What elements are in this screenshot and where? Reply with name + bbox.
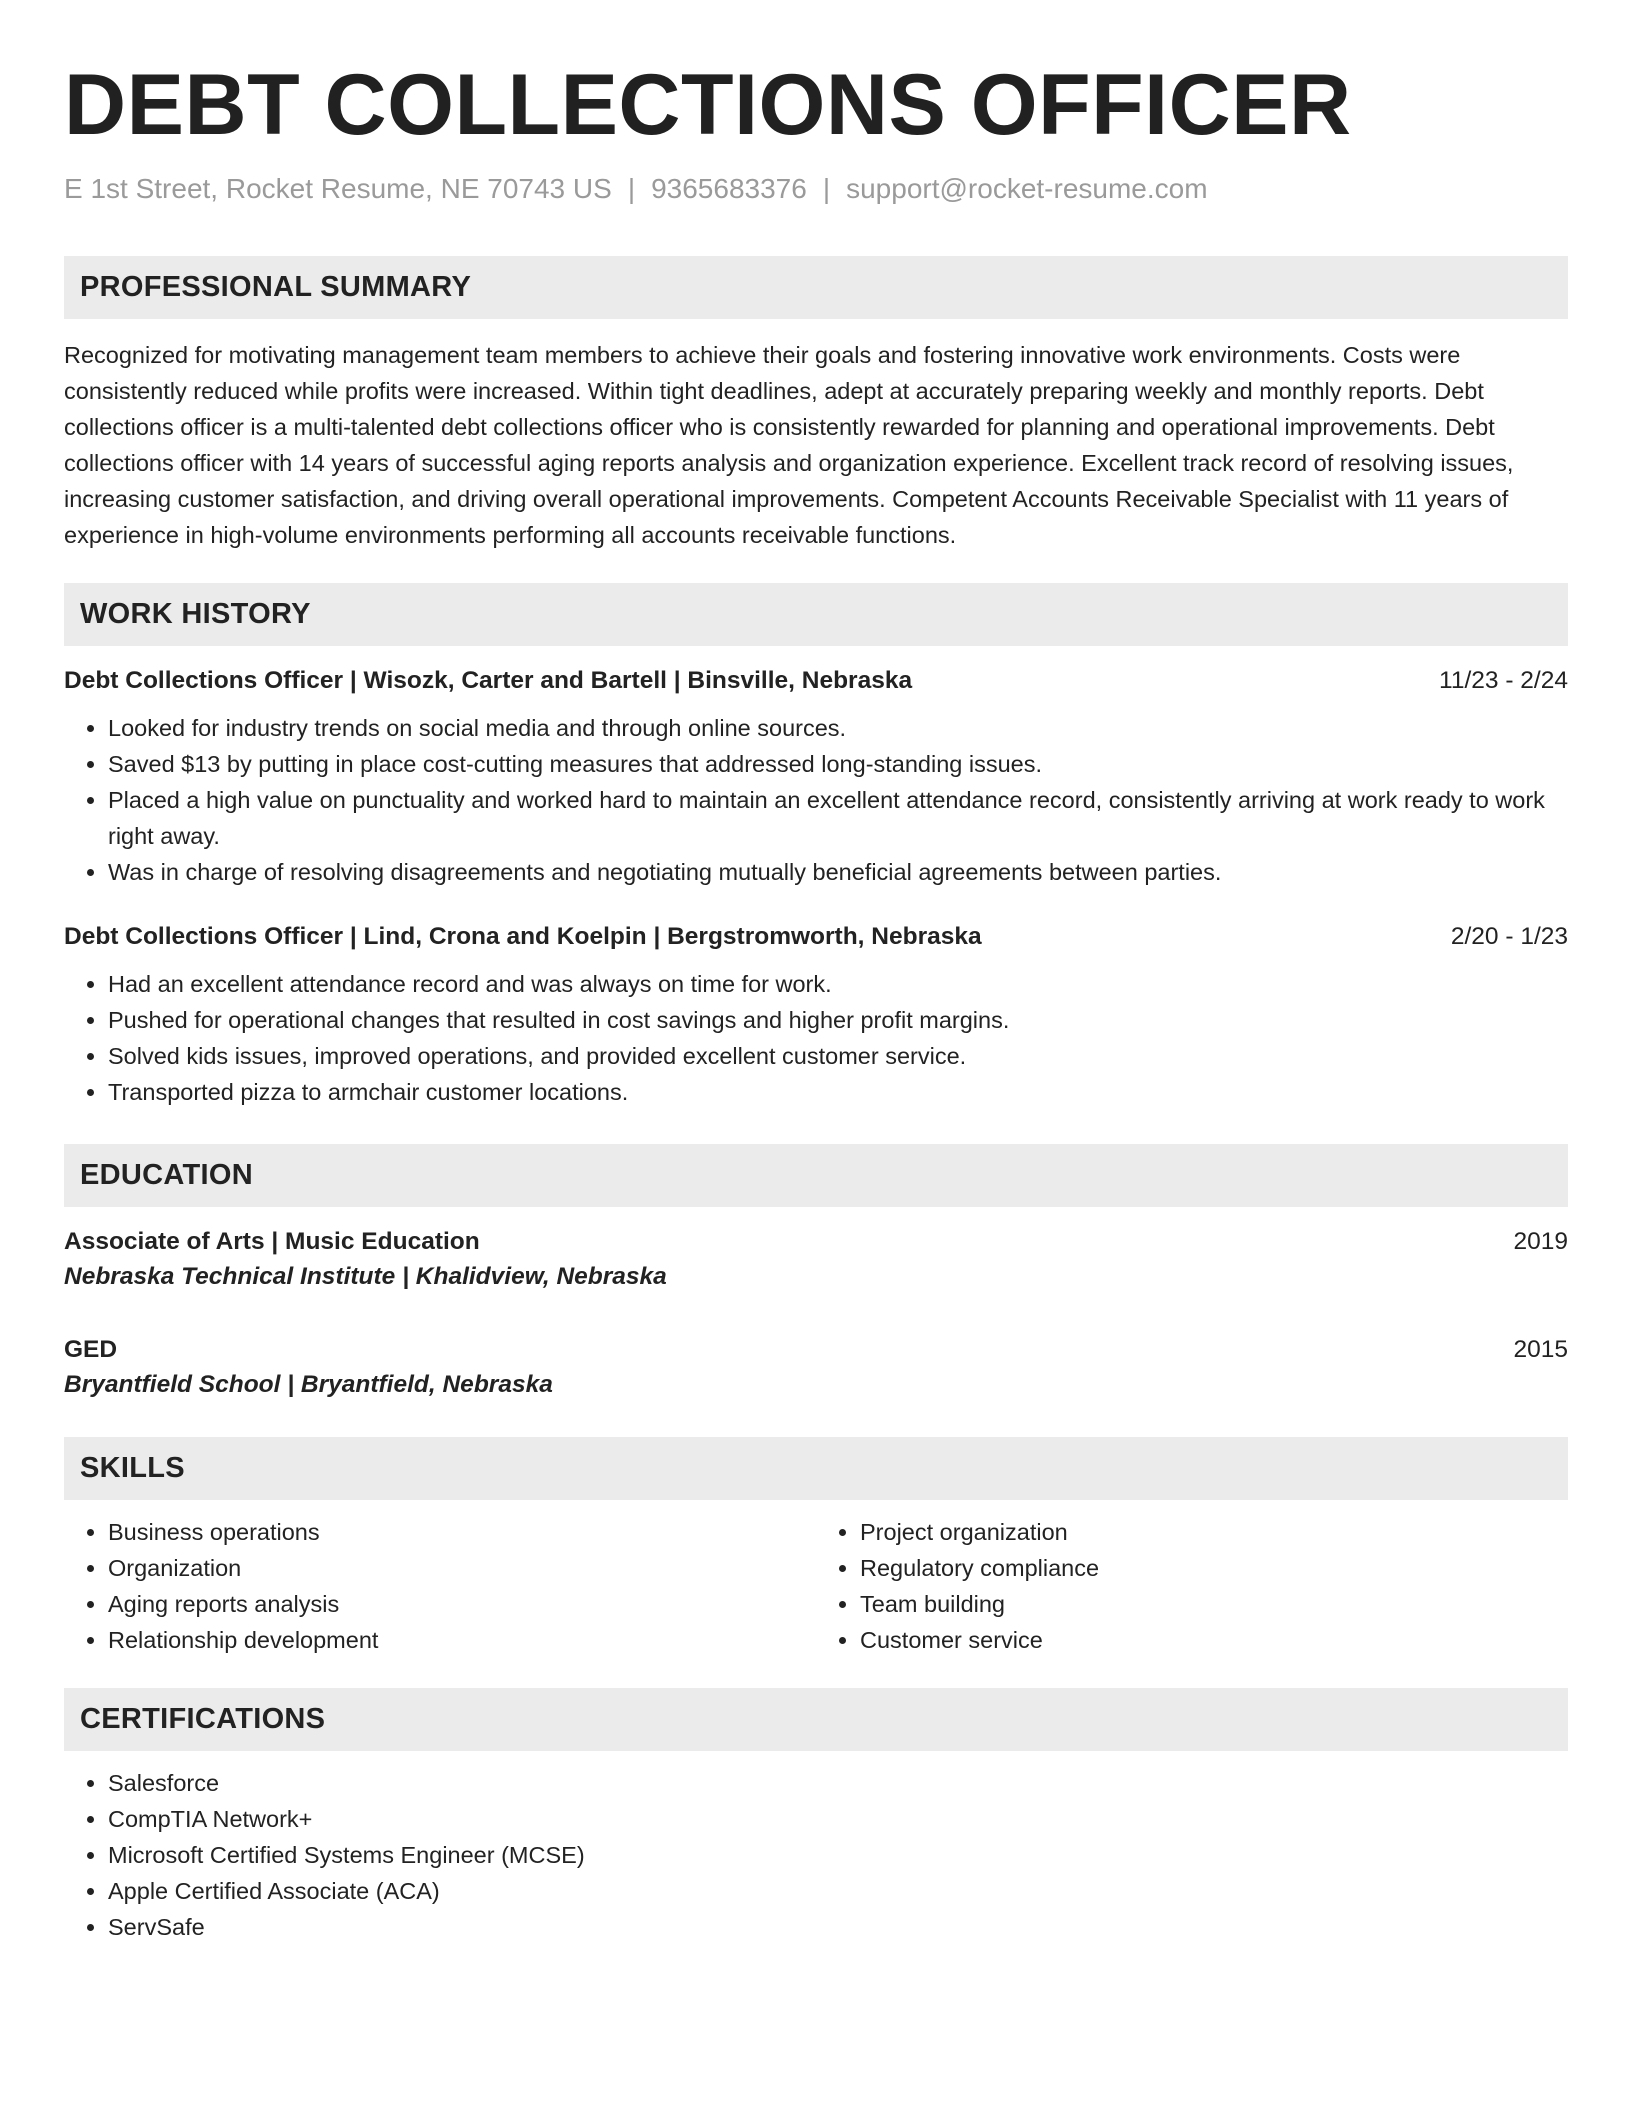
contact-separator: | <box>627 173 636 204</box>
list-item: • Business operations <box>108 1514 816 1550</box>
list-item: • Customer service <box>860 1622 1568 1658</box>
job-header <box>64 664 1568 698</box>
contact-separator: | <box>822 173 831 204</box>
list-item: • CompTIA Network+ <box>108 1801 1568 1837</box>
education-header <box>64 1333 1568 1367</box>
job-title: Debt Collections Officer | Wisozk, Carter and Bartell | Binsville, Nebraska <box>64 666 913 694</box>
education-entry <box>64 1225 1568 1295</box>
education-header <box>64 1225 1568 1259</box>
list-item: • Looked for industry trends on social media and through online sources. <box>108 710 1568 746</box>
job-bullets <box>64 710 1568 890</box>
list-item: • Team building <box>860 1586 1568 1622</box>
job-bullets <box>64 966 1568 1110</box>
skills-column-right <box>816 1514 1568 1658</box>
job-dates: 11/23 - 2/24 <box>1439 666 1568 694</box>
candidate-name: DEBT COLLECTIONS OFFICER <box>64 57 1352 153</box>
list-item: • Pushed for operational changes that resulted in cost savings and higher profit margins. <box>108 1002 1568 1038</box>
summary-text: Recognized for motivating management team members to achieve their goals and fostering innovative work environments. Costs were consistently reduced while profits were increased. Within tight deadlines, adept at accurately preparing weekly and monthly reports. Debt collections officer is a multi-talented debt collections officer who is consistently rewarded for planning and operational improvements. Debt collections officer with 14 years of successful aging reports analysis and organization experience. Excellent track record of resolving issues, increasing customer satisfaction, and driving overall operational improvements. Competent Accounts Receivable Specialist with 11 years of experience in high-volume environments performing all accounts receivable functions. <box>64 341 1514 548</box>
graduation-year: 2019 <box>1513 1227 1568 1255</box>
degree: Associate of Arts | Music Education <box>64 1227 480 1255</box>
list-item: • Aging reports analysis <box>108 1586 816 1622</box>
list-item: • Organization <box>108 1550 816 1586</box>
list-item: • Placed a high value on punctuality and worked hard to maintain an excellent attendance record, consistently arriving at work ready to work right away. <box>108 782 1568 854</box>
graduation-year: 2015 <box>1513 1335 1568 1363</box>
skills-column-left <box>64 1514 816 1658</box>
list-item: • Relationship development <box>108 1622 816 1658</box>
job-header <box>64 920 1568 954</box>
list-item: • Was in charge of resolving disagreements and negotiating mutually beneficial agreements between parties. <box>108 854 1568 890</box>
degree: GED <box>64 1335 118 1363</box>
list-item: • Had an excellent attendance record and was always on time for work. <box>108 966 1568 1002</box>
education-entry <box>64 1333 1568 1403</box>
list-item: • Regulatory compliance <box>860 1550 1568 1586</box>
list-item: • Salesforce <box>108 1765 1568 1801</box>
section-heading-certifications: CERTIFICATIONS <box>64 1688 1568 1751</box>
contact-email: support@rocket-resume.com <box>846 173 1208 204</box>
skills-list <box>64 1500 1568 1658</box>
contact-phone: 9365683376 <box>651 173 807 204</box>
list-item: • Microsoft Certified Systems Engineer (MCSE) <box>108 1837 1568 1873</box>
list-item: • Project organization <box>860 1514 1568 1550</box>
section-heading-summary: PROFESSIONAL SUMMARY <box>64 256 1568 319</box>
school: Nebraska Technical Institute | Khalidview, Nebraska <box>64 1262 667 1290</box>
list-item: • Transported pizza to armchair customer locations. <box>108 1074 1568 1110</box>
job-title: Debt Collections Officer | Lind, Crona and Koelpin | Bergstromworth, Nebraska <box>64 922 982 950</box>
section-heading-education: EDUCATION <box>64 1144 1568 1207</box>
certifications-list <box>64 1765 1568 1945</box>
list-item: • Solved kids issues, improved operations, and provided excellent customer service. <box>108 1038 1568 1074</box>
contact-address: E 1st Street, Rocket Resume, NE 70743 US <box>64 173 612 204</box>
list-item: • ServSafe <box>108 1909 1568 1945</box>
job-entry <box>64 920 1568 1110</box>
contact-line <box>64 172 1568 206</box>
job-dates: 2/20 - 1/23 <box>1450 922 1568 950</box>
section-heading-skills: SKILLS <box>64 1437 1568 1500</box>
school: Bryantfield School | Bryantfield, Nebraska <box>64 1370 553 1398</box>
list-item: • Saved $13 by putting in place cost-cutting measures that addressed long-standing issues. <box>108 746 1568 782</box>
section-heading-work-history: WORK HISTORY <box>64 583 1568 646</box>
list-item: • Apple Certified Associate (ACA) <box>108 1873 1568 1909</box>
job-entry <box>64 664 1568 890</box>
